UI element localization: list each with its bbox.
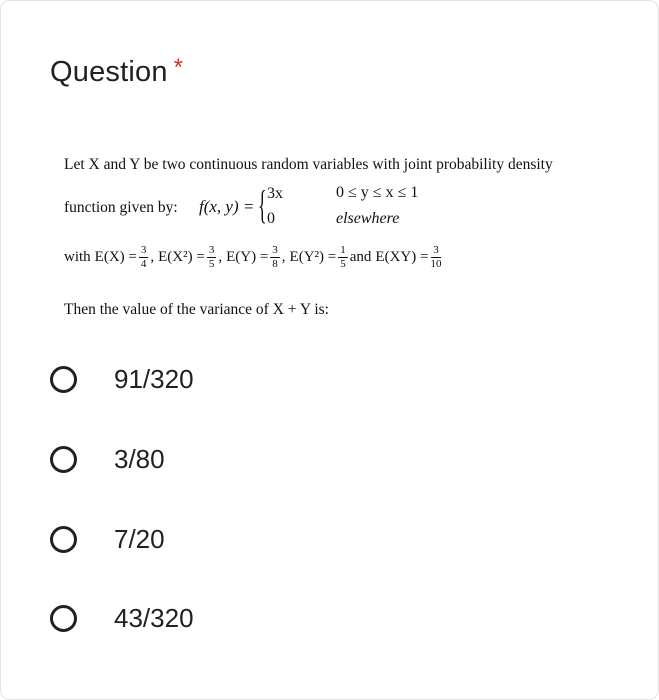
cases-brace: { [258, 182, 267, 227]
ex-fraction [139, 245, 149, 270]
ex2-fraction [207, 245, 217, 270]
radio-button-icon[interactable] [50, 366, 77, 393]
ex-num: 3 [140, 244, 147, 256]
expectations-line: with E(X) = $\frac{3}{4}$ , E(X²) = $\frac{3}{5}$ , E(Y) = $\frac{3}{8}$ , E(Y²) = $\frac{1}{5}$ and E(XY) = $\frac{3}{10}$ [64, 244, 442, 270]
ey2-den: 5 [340, 258, 346, 270]
question-title [50, 56, 183, 89]
ey-den: 8 [272, 258, 278, 270]
option-label[interactable]: 3/80 [114, 443, 165, 474]
ex-den: 4 [140, 258, 147, 270]
radio-button-icon[interactable] [50, 605, 77, 632]
function-expression: f(x, y) = [199, 197, 255, 216]
option-1[interactable] [50, 359, 194, 399]
problem-question-line: Then the value of the variance of X + Y is: [64, 301, 329, 318]
option-4[interactable] [50, 598, 194, 638]
case-1-condition: 0 ≤ y ≤ x ≤ 1 [336, 184, 419, 201]
option-2[interactable] [50, 439, 165, 479]
case-1-value: 3x [267, 185, 283, 202]
required-asterisk: * [173, 54, 184, 81]
exy-den: 10 [430, 258, 442, 270]
ex2-den: 5 [208, 258, 215, 270]
ey2-fraction [338, 245, 348, 270]
ex-label: E(X) = [94, 249, 137, 265]
ex2-num: 3 [208, 244, 215, 256]
and-word: and [349, 249, 372, 265]
question-title-text: Question [50, 56, 168, 88]
option-label[interactable]: 7/20 [114, 523, 165, 554]
case-2-condition: elsewhere [336, 210, 400, 227]
with-prefix: with [64, 249, 91, 265]
exy-fraction [430, 245, 441, 270]
problem-line-1: Let X and Y be two continuous random variables with joint probability density [64, 156, 553, 173]
option-label[interactable]: 91/320 [114, 363, 194, 394]
ey-label: E(Y) = [226, 249, 269, 265]
ey2-label: E(Y²) = [289, 249, 337, 265]
exy-num: 3 [433, 244, 439, 256]
option-label[interactable]: 43/320 [114, 602, 194, 633]
exy-label: E(XY) = [375, 249, 429, 265]
case-2-value: 0 [267, 210, 275, 227]
ex2-label: E(X²) = [158, 249, 205, 265]
ey-num: 3 [272, 244, 278, 256]
option-3[interactable] [50, 519, 165, 559]
radio-button-icon[interactable] [50, 446, 77, 473]
ey2-num: 1 [340, 244, 346, 256]
ey-fraction [270, 245, 280, 270]
radio-button-icon[interactable] [50, 526, 77, 553]
function-label: function given by: [64, 199, 178, 216]
